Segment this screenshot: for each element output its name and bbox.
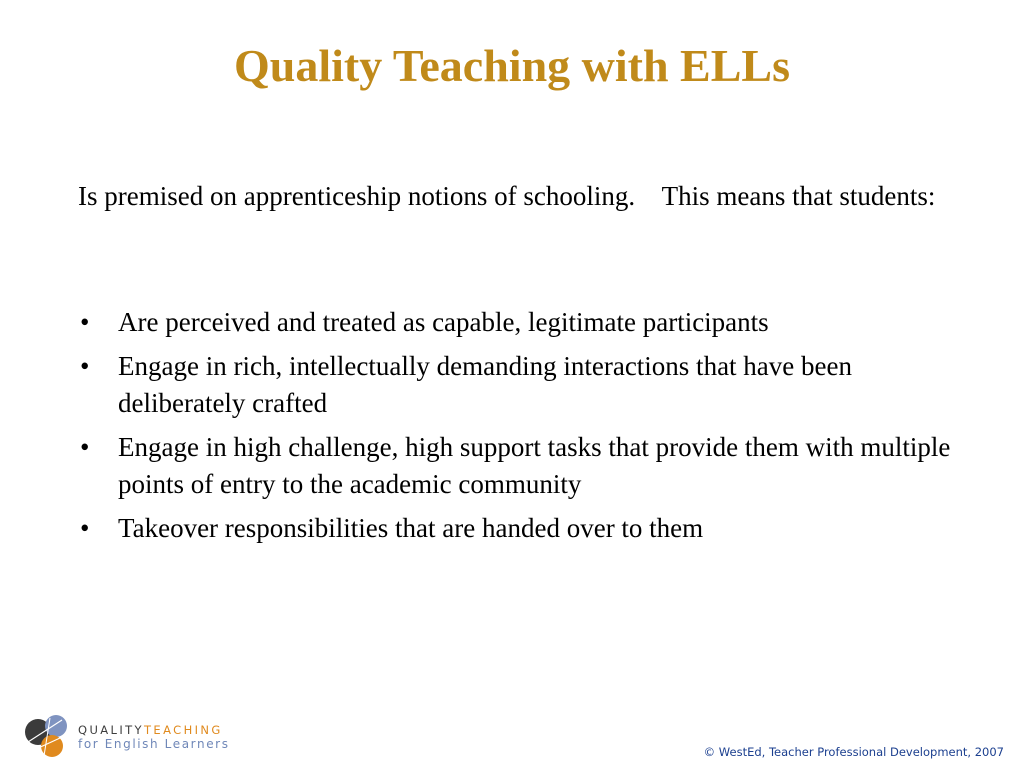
logo-wordmark <box>78 723 223 737</box>
bullet-text: Are perceived and treated as capable, legitimate participants <box>118 307 769 337</box>
bullet-icon: • <box>80 307 90 337</box>
bullet-icon: • <box>80 513 90 543</box>
bullet-item <box>78 348 983 422</box>
copyright-notice: © WestEd, Teacher Professional Development, 2007 <box>703 745 1004 759</box>
bullet-icon: • <box>80 432 90 462</box>
bullet-list <box>78 304 983 554</box>
quality-teaching-logo <box>24 712 264 764</box>
intro-paragraph: Is premised on apprenticeship notions of schooling. This means that students: <box>78 181 936 211</box>
bullet-item <box>78 429 983 503</box>
logo-word-teaching: TEACHING <box>143 723 223 737</box>
logo-circles-icon <box>24 712 72 762</box>
bullet-text: Takeover responsibilities that are handed over to them <box>118 513 704 543</box>
bullet-item <box>78 304 983 341</box>
bullet-text: Engage in rich, intellectually demanding interactions that have been deliberately crafted <box>118 351 852 418</box>
logo-word-quality: QUALITY <box>78 723 144 737</box>
bullet-text: Engage in high challenge, high support tasks that provide them with multiple points of entry to the academic community <box>118 432 951 499</box>
logo-tagline: for English Learners <box>78 737 230 751</box>
bullet-icon: • <box>80 351 90 381</box>
slide-title: Quality Teaching with ELLs <box>234 40 790 91</box>
bullet-item <box>78 510 983 547</box>
